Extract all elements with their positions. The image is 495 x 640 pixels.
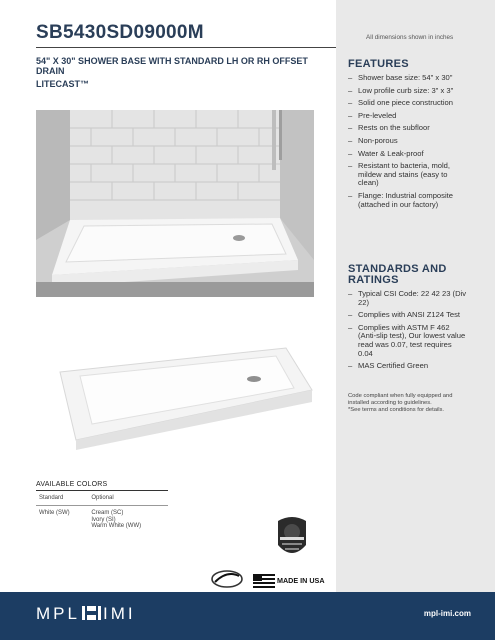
list-item: – Low profile curb size: 3" x 3" — [348, 87, 468, 96]
us-flag-icon — [253, 574, 275, 588]
optional-colors: Cream (SC) Ivory (SI) Warm White (WW) — [91, 510, 142, 529]
list-item: – Rests on the subfloor — [348, 124, 468, 133]
list-item: – Non-porous — [348, 137, 468, 146]
table-row — [36, 506, 168, 534]
column-header-standard: Standard — [36, 491, 88, 506]
standard-color: White (SW) — [39, 510, 70, 516]
model-number: SB5430SD09000M — [36, 22, 204, 43]
list-item: – Complies with ANSI Z124 Test — [348, 311, 468, 320]
list-item: – Typical CSI Code: 22 42 23 (Div 22) — [348, 290, 468, 307]
certification-badge-icon — [272, 515, 312, 561]
header-divider — [36, 47, 336, 48]
column-header-optional: Optional — [88, 491, 168, 506]
list-item: – Flange: Industrial composite (attached in our factory) — [348, 192, 468, 209]
colors-table — [36, 490, 168, 534]
website-link[interactable]: mpl-imi.com — [423, 609, 471, 618]
litecast-logo-icon — [209, 568, 245, 590]
brand-right: IMI — [102, 604, 136, 623]
installed-shower-photo — [36, 110, 314, 297]
list-item: – Water & Leak-proof — [348, 150, 468, 159]
made-in-usa-label: MADE IN USA — [277, 576, 325, 585]
brand-left: MPL — [36, 604, 80, 623]
features-list — [348, 74, 468, 213]
product-title: 54" X 30" SHOWER BASE WITH STANDARD LH OR RH OFFSET DRAIN — [36, 56, 308, 76]
dimensions-note: All dimensions shown in inches — [366, 34, 454, 41]
standards-list — [348, 290, 468, 375]
list-item: – Shower base size: 54" x 30" — [348, 74, 468, 83]
list-item: – Resistant to bacteria, mold, mildew and stains (easy to clean) — [348, 162, 468, 188]
brand-logo — [36, 604, 136, 624]
standards-heading: STANDARDS AND RATINGS — [348, 263, 447, 286]
list-item: – MAS Certified Green — [348, 362, 468, 371]
brand-mark-icon — [82, 606, 101, 620]
product-subtitle: LITECAST™ — [36, 79, 89, 89]
features-heading: FEATURES — [348, 58, 409, 70]
compliance-note: Code compliant when fully equipped and installed according to guidelines. *See terms and conditions for details. — [348, 393, 453, 413]
list-item: – Solid one piece construction — [348, 99, 468, 108]
list-item: – Complies with ASTM F 462 (Anti-slip test), Our lowest value read was 0.07, test requires 0.04 — [348, 324, 468, 358]
list-item: – Pre-leveled — [348, 112, 468, 121]
shower-base-product-image — [36, 340, 316, 450]
available-colors-heading: AVAILABLE COLORS — [36, 481, 108, 488]
